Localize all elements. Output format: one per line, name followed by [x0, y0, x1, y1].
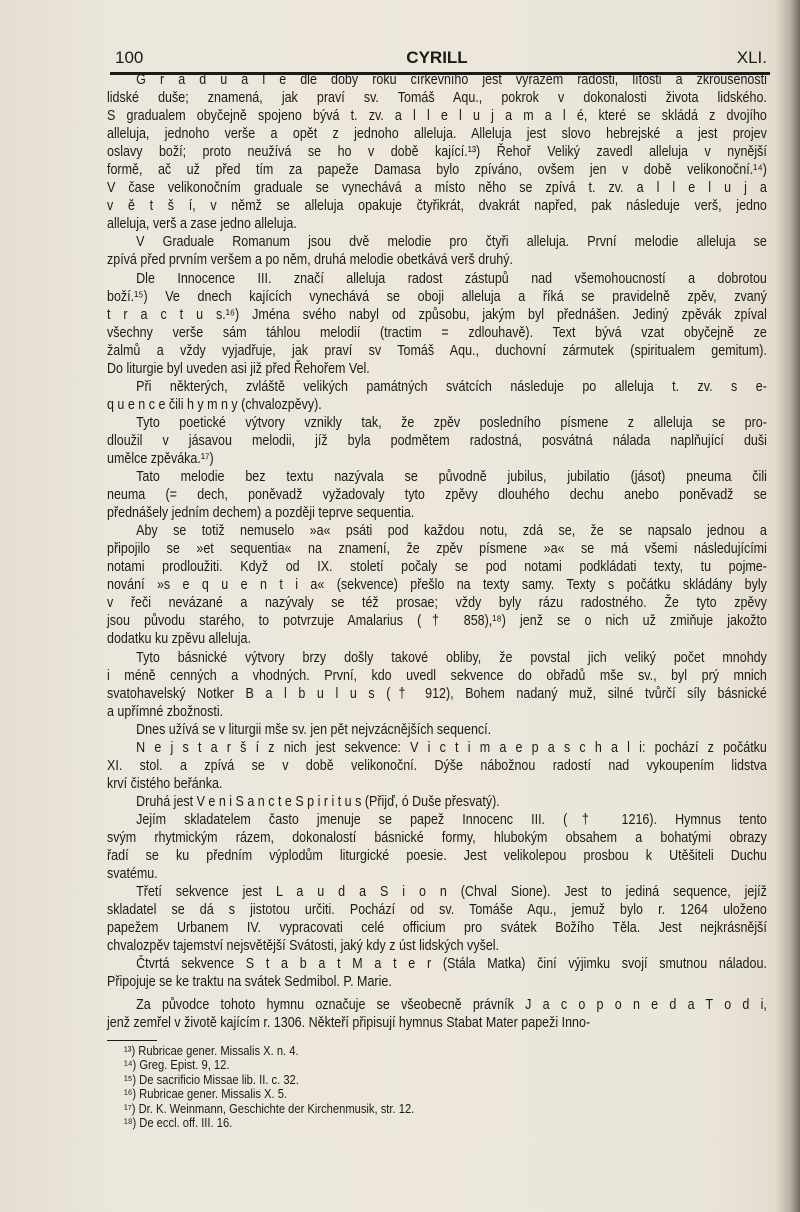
running-header [107, 48, 767, 70]
body-text [107, 71, 767, 1032]
text-line: Při některých, zvláště velikých památných svátcích následuje po alleluja t. zv. s e- [136, 378, 767, 395]
text-line: lidské duše; znamená, jak praví sv. Tomáš Aqu., pokrok v dokonalosti života lidského. [107, 90, 767, 107]
text-line: zpívá před prvním veršem a po něm, druhá melodie obetkává verš druhý. [107, 252, 513, 269]
text-line: V Graduale Romanum jsou dvě melodie pro čtyři alleluja. První melodie alleluja se [136, 234, 767, 251]
text-line: a upřímné zbožnosti. [107, 703, 224, 720]
text-line: Tyto poetické výtvory vznikly tak, že zpěv posledního písmene z alleluja se pro- [136, 414, 767, 431]
text-line: papežem Urbanem IV. vypracovati celé officium pro svátek Božího Těla. Jest nejkrásnější [107, 920, 767, 937]
footnotes [124, 1044, 462, 1130]
text-line: svým rhytmickým rázem, dokonalostí básnické formy, hlubokým obsahem a bohatými obrazy [107, 829, 767, 846]
text-line: svatohavelský Notker B a l b u l u s († 912), Bohem nadaný muž, silné tvůrčí síly básnické [107, 685, 767, 702]
page-number: 100 [115, 48, 144, 67]
text-line: G r a d u a l e dle doby roku církevního jest výrazem radosti, lítosti a zkroušenosti [136, 72, 767, 88]
text-line: žalmů a vždy vyjadřuje, jak praví sv Tomáš Aqu., duchovní zármutek (spiritualem gemitum). [107, 342, 767, 359]
text-line: přednášely jedním dechem) a později teprve sequentia. [107, 505, 415, 522]
text-line: krví čistého beřánka. [107, 775, 223, 792]
text-line: Aby se totiž nemuselo »a« psáti pod každou notu, zdá se, že se napsalo jednou a [136, 523, 767, 540]
text-line: Připojuje se ke traktu na svátek Sedmibol. P. Marie. [107, 974, 392, 991]
footnote: ¹⁷) Dr. K. Weinmann, Geschichte der Kirchenmusik, str. 12. [124, 1100, 415, 1116]
text-line: S gradualem obyčejně spojeno bývá t. zv. a l l e l u j a m a l é, které se skládá z dvojího [107, 108, 767, 125]
text-line: alleluja, jednoho verše a opět z jednoho alleluja. Alleluja jest slovo hebrejské a jest projev [107, 126, 767, 143]
footnote: ¹⁶) Rubricae gener. Missalis X. 5. [124, 1086, 288, 1102]
text-line: neuma (= dech, poněvadž vyžadovaly tyto zpěvy dlouhého dechu anebo poněvadž se [107, 487, 767, 504]
text-line: jsou původu starého, to potvrzuje Amalarius († 858),¹⁸) jenž se o nich už zmiňuje jakožto [107, 613, 767, 630]
footnote-rule [107, 1040, 157, 1041]
text-line: dloužil v jásavou melodii, jíž byla podmětem radostná, posvátná nálada naplňující duši [107, 432, 767, 449]
text-line: Dle Innocence III. značí alleluja radost zástupů nad všemohoucností a dobrotou [136, 270, 767, 287]
footnote: ¹⁵) De sacrificio Missae lib. II. c. 32. [124, 1071, 299, 1087]
text-line: všechny verše sám táhlou melodií (tractim = zdlouhavě). Text bývá vzat obyčejně ze [107, 324, 767, 341]
text-line: Tyto básnické výtvory brzy došly takové obliby, že povstal jich veliký počet mnohdy [136, 649, 767, 666]
text-line: v řeči nevázané a nazývaly se též prosae; vždy byly rázu radostného. Že tyto zpěvy [107, 595, 767, 612]
text-line: nování »s e q u e n t i a« (sekvence) přešlo na texty samy. Texty s počátku skládány byly [107, 577, 767, 594]
text-line: notami prodloužiti. Když od IX. století počaly se pod notami podkládati texty, tu pojme- [107, 559, 767, 576]
journal-title: CYRILL [406, 48, 468, 67]
footnote: ¹⁸) De eccl. off. III. 16. [124, 1114, 233, 1130]
volume-number: XLI. [736, 48, 767, 67]
text-line: Tato melodie bez textu nazývala se původně jubilus, jubilatio (jásot) pneuma čili [136, 469, 767, 486]
text-line: svatému. [107, 866, 158, 883]
text-line: t r a c t u s.¹⁶) Jména svého nabyl od způsobu, jakým byl přednášen. Jediný zpěvák zpíval [107, 306, 767, 323]
text-line: umělce zpěváka.¹⁷) [107, 450, 214, 467]
text-line: Za původce tohoto hymnu označuje se všeobecně právník J a c o p o n e d a T o d i, [136, 997, 767, 1014]
text-line: oslavy boží; proto neužívá se ho v době kající.¹³) Řehoř Veliký zavedl alleluja v nynější [107, 144, 767, 161]
text-line: jenž zemřel v životě kajícím r. 1306. Někteří připisují hymnus Stabat Mater papeži Inno- [107, 1015, 591, 1032]
text-line: Druhá jest V e n i S a n c t e S p i r i t u s (Přijď, ó Duše přesvatý). [136, 793, 500, 810]
text-line: Do liturgie byl uveden asi již před Řehořem Vel. [107, 360, 370, 377]
text-line: Čtvrtá sekvence S t a b a t M a t e r (Stála Matka) činí výjimku svojí smutnou náladou. [136, 956, 767, 973]
text-line: v ě t š í, v němž se alleluja opakuje čtyřikrát, dvakrát napřed, pak následuje verš, jedno [107, 198, 767, 215]
text-line: Dnes užívá se v liturgii mše sv. jen pět nejvzácnějších sequencí. [136, 721, 492, 738]
text-line: V čase velikonočním graduale se vynechává a místo něho se zpívá t. zv. a l l e l u j a [107, 180, 767, 197]
text-line: q u e n c e čili h y m n y (chvalozpěvy). [107, 396, 322, 413]
text-line: připojilo se »et sequentia« na znamení, že zpěv písmene »a« se má všemi následujícími [107, 541, 767, 558]
text-line: skladatel se dá s jistotou určiti. Pochází od sv. Tomáše Aqu., jemuž bylo r. 1264 uloženo [107, 902, 767, 919]
text-line: alleluja, verš a zase jedno alleluja. [107, 216, 297, 233]
text-line: Jejím skladatelem často jmenuje se papež Innocenc III. († 1216). Hymnus tento [136, 811, 767, 828]
text-line: dodatku ku zpěvu alleluja. [107, 631, 251, 648]
text-line: Třetí sekvence jest L a u d a S i o n (Chval Sione). Jest to jediná sequence, jejíž [136, 884, 767, 901]
text-line: chvalozpěv tajemství nejsvětější Svátosti, jaký kdy z úst lidských vyšel. [107, 938, 500, 955]
text-line: formě, ač už před tím za papeže Damasa bylo zpíváno, ovšem jen v době velikonoční.¹⁴) [107, 162, 767, 179]
footnote: ¹⁴) Greg. Epist. 9, 12. [124, 1057, 230, 1073]
text-line: řadí se ku předním výplodům liturgické poesie. Jest velikolepou prosbou k Utěšiteli Duchu [107, 848, 767, 865]
text-line: XI. stol. a zpívá se v době velikonoční. Dýše nábožnou radostí nad vykoupením lidstva [107, 757, 767, 774]
text-line: i méně cenných a vhodných. První, kdo uvedl sekvence do obřadů mše sv., byl prý mnich [107, 667, 767, 684]
footnote: ¹³) Rubricae gener. Missalis X. n. 4. [124, 1043, 299, 1058]
text-line: N e j s t a r š í z nich jest sekvence: V i c t i m a e p a s c h a l i: pochází z počátku [136, 739, 767, 756]
text-line: boží.¹⁵) Ve dnech kajících vynechává se oboji alleluja a říká se pravidelně zpěv, zvaný [107, 288, 767, 305]
